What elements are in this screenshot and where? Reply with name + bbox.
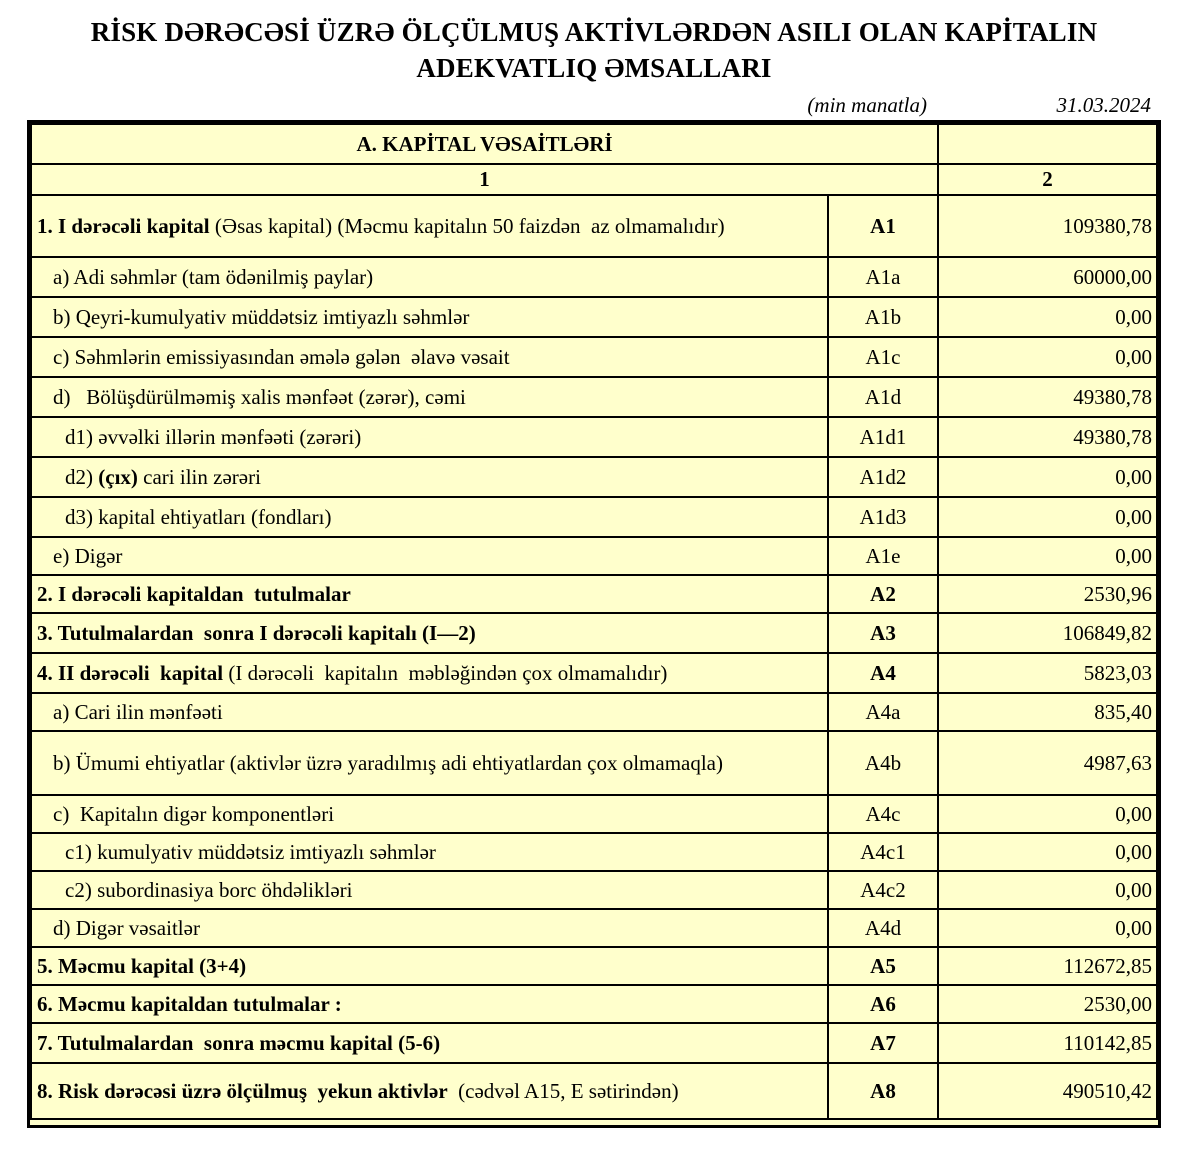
row-value: 110142,85	[938, 1023, 1157, 1063]
row-label-segment: cari ilin zərəri	[137, 464, 261, 489]
row-code: A1d2	[828, 457, 938, 497]
table-row	[31, 337, 1157, 377]
row-label-segment: d3) kapital ehtiyatları (fondları)	[65, 504, 332, 529]
row-label-segment: 7. Tutulmalardan sonra məcmu kapital (5-6)	[37, 1030, 441, 1055]
row-code: A4b	[828, 731, 938, 795]
section-header-row	[31, 124, 1157, 164]
table-row	[31, 653, 1157, 693]
table-row	[31, 833, 1157, 871]
row-label	[31, 457, 828, 497]
row-value: 0,00	[938, 537, 1157, 575]
row-label	[31, 1063, 828, 1119]
row-label-segment: c1) kumulyativ müddətsiz imtiyazlı səhmlər	[65, 839, 436, 864]
row-label-segment: d2)	[65, 464, 99, 489]
row-code: A4a	[828, 693, 938, 731]
table-row	[31, 871, 1157, 909]
meta-row	[27, 92, 1161, 118]
row-label-segment: c) Kapitalın digər komponentləri	[53, 801, 335, 826]
row-code: A1d3	[828, 497, 938, 537]
row-value: 2530,96	[938, 575, 1157, 613]
row-label-segment: 4. II dərəcəli kapital	[37, 660, 224, 685]
row-code: A4c2	[828, 871, 938, 909]
row-label	[31, 417, 828, 457]
row-code: A2	[828, 575, 938, 613]
row-label-segment: d) Bölüşdürülməmiş xalis mənfəət (zərər), cəmi	[53, 384, 466, 409]
table-row	[31, 417, 1157, 457]
row-label	[31, 195, 828, 257]
column-header-row	[31, 164, 1157, 195]
row-value: 5823,03	[938, 653, 1157, 693]
table-row	[31, 731, 1157, 795]
row-value: 60000,00	[938, 257, 1157, 297]
report-date: 31.03.2024	[1056, 93, 1151, 117]
row-value: 0,00	[938, 871, 1157, 909]
row-label-segment: 6. Məcmu kapitaldan tutulmalar :	[37, 991, 342, 1016]
row-code: A4	[828, 653, 938, 693]
row-value: 112672,85	[938, 947, 1157, 985]
row-code: A1d	[828, 377, 938, 417]
row-label	[31, 947, 828, 985]
row-value: 2530,00	[938, 985, 1157, 1023]
row-label	[31, 985, 828, 1023]
row-label	[31, 909, 828, 947]
row-code: A1d1	[828, 417, 938, 457]
row-label-segment: (I dərəcəli kapitalın məbləğindən çox olmamalıdır)	[223, 660, 668, 685]
row-label	[31, 731, 828, 795]
table-row	[31, 947, 1157, 985]
section-header-empty-cell	[938, 124, 1157, 164]
table-row	[31, 297, 1157, 337]
row-label	[31, 497, 828, 537]
row-label-segment: (Əsas kapital) (Məcmu kapitalın 50 faizdən az olmamalıdır)	[209, 213, 725, 238]
row-label-segment: (çıx)	[98, 464, 138, 489]
row-label	[31, 795, 828, 833]
row-label-segment: d) Digər vəsaitlər	[53, 915, 200, 940]
row-code: A1a	[828, 257, 938, 297]
row-value: 835,40	[938, 693, 1157, 731]
row-label	[31, 377, 828, 417]
capital-table-frame	[27, 120, 1161, 1128]
row-value: 0,00	[938, 457, 1157, 497]
row-label	[31, 537, 828, 575]
row-label-segment: 2. I dərəcəli kapitaldan tutulmalar	[37, 581, 351, 606]
row-code: A6	[828, 985, 938, 1023]
row-code: A8	[828, 1063, 938, 1119]
row-label-segment: e) Digər	[53, 543, 123, 568]
row-label	[31, 257, 828, 297]
page-title-line2: ADEKVATLIQ ƏMSALLARI	[416, 53, 772, 83]
table-row	[31, 537, 1157, 575]
column-header-2: 2	[938, 164, 1157, 195]
row-label	[31, 1023, 828, 1063]
row-code: A3	[828, 613, 938, 653]
row-code: A4c1	[828, 833, 938, 871]
table-row	[31, 613, 1157, 653]
row-code: A5	[828, 947, 938, 985]
row-label-segment: d1) əvvəlki illərin mənfəəti (zərəri)	[65, 424, 362, 449]
row-label	[31, 613, 828, 653]
row-label-segment: c) Səhmlərin emissiyasından əmələ gələn əlavə vəsait	[53, 344, 510, 369]
row-code: A1e	[828, 537, 938, 575]
capital-table-body	[31, 195, 1157, 1119]
table-row	[31, 1023, 1157, 1063]
row-code: A7	[828, 1023, 938, 1063]
table-section-header: A. KAPİTAL VƏSAİTLƏRİ	[31, 124, 938, 164]
table-row	[31, 1063, 1157, 1119]
table-row	[31, 693, 1157, 731]
row-label	[31, 575, 828, 613]
table-row	[31, 909, 1157, 947]
capital-table	[30, 123, 1158, 1120]
row-label	[31, 297, 828, 337]
row-label	[31, 693, 828, 731]
row-label	[31, 871, 828, 909]
row-label-segment: 5. Məcmu kapital (3+4)	[37, 953, 247, 978]
row-value: 106849,82	[938, 613, 1157, 653]
row-value: 0,00	[938, 497, 1157, 537]
table-row	[31, 985, 1157, 1023]
row-value: 0,00	[938, 833, 1157, 871]
page-title-line1: RİSK DƏRƏCƏSİ ÜZRƏ ÖLÇÜLMUŞ AKTİVLƏRDƏN ASILI OLAN KAPİTALIN	[90, 17, 1098, 47]
row-code: A4d	[828, 909, 938, 947]
row-label-segment: a) Adi səhmlər (tam ödənilmiş paylar)	[53, 264, 374, 289]
row-value: 109380,78	[938, 195, 1157, 257]
row-value: 0,00	[938, 337, 1157, 377]
row-label-segment: a) Cari ilin mənfəəti	[53, 699, 223, 724]
table-row	[31, 497, 1157, 537]
row-label	[31, 337, 828, 377]
row-code: A1	[828, 195, 938, 257]
row-value: 0,00	[938, 909, 1157, 947]
table-row	[31, 257, 1157, 297]
table-row	[31, 575, 1157, 613]
row-label-segment: 1. I dərəcəli kapital	[37, 213, 210, 238]
row-value: 49380,78	[938, 417, 1157, 457]
row-label-segment: b) Qeyri-kumulyativ müddətsiz imtiyazlı səhmlər	[53, 304, 470, 329]
row-code: A1b	[828, 297, 938, 337]
row-value: 49380,78	[938, 377, 1157, 417]
row-value: 490510,42	[938, 1063, 1157, 1119]
row-value: 0,00	[938, 297, 1157, 337]
row-label-segment: 8. Risk dərəcəsi üzrə ölçülmuş yekun aktivlər	[37, 1078, 448, 1103]
row-value: 0,00	[938, 795, 1157, 833]
page-title	[40, 14, 1148, 86]
row-label-segment: c2) subordinasiya borc öhdəlikləri	[65, 877, 353, 902]
row-code: A1c	[828, 337, 938, 377]
column-header-1: 1	[31, 164, 938, 195]
table-row	[31, 195, 1157, 257]
unit-note: (min manatla)	[807, 93, 927, 117]
row-code: A4c	[828, 795, 938, 833]
row-label-segment: (cədvəl A15, E sətirindən)	[447, 1078, 679, 1103]
row-label	[31, 833, 828, 871]
table-row	[31, 377, 1157, 417]
row-label-segment: 3. Tutulmalardan sonra I dərəcəli kapitalı (I—2)	[37, 620, 476, 645]
row-label	[31, 653, 828, 693]
row-label-segment: b) Ümumi ehtiyatlar (aktivlər üzrə yaradılmış adi ehtiyatlardan çox olmamaqla)	[53, 750, 724, 775]
row-value: 4987,63	[938, 731, 1157, 795]
table-row	[31, 457, 1157, 497]
table-row	[31, 795, 1157, 833]
